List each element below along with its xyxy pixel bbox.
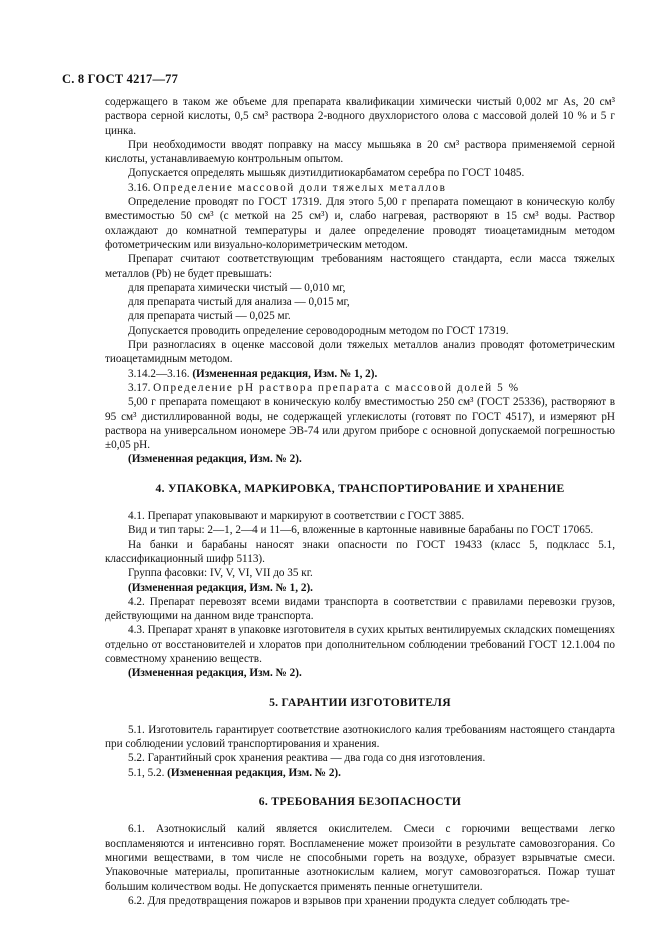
paragraph-text: 4.2. Препарат перевозят всеми видами транспорта в соответствии с правилами перевозки грузов, действующими на данном виде транспорта. [105,595,615,623]
paragraph-text: При разногласиях в оценке массовой доли тяжелых металлов анализ проводят фотометрическим тиоацетамидным методом. [105,339,615,366]
paragraph [105,509,615,523]
paragraph [105,666,615,680]
paragraph-text: Определение проводят по ГОСТ 17319. Для этого 5,00 г препарата помещают в коническую колбу вместимостью 50 см³ (с меткой на 25 см³) и, слабо нагревая, растворяют в 15 см³ воды. Раствор охлаждают до комнатной температуры и далее определение проводят тиоацетамидным методом фотометрическим или визуально-колориметрическим методом. [105,196,615,251]
paragraph [105,822,615,893]
section-heading: 5. ГАРАНТИИ ИЗГОТОВИТЕЛЯ [269,695,451,709]
page-header: С. 8 ГОСТ 4217—77 [62,72,179,86]
amendment-note: (Измененная редакция, Изм. № 2). [128,667,302,680]
paragraph [105,623,615,666]
document-body [105,95,615,908]
paragraph-text: для препарата чистый для анализа — 0,015 мг, [128,296,350,309]
section-heading: 6. ТРЕБОВАНИЯ БЕЗОПАСНОСТИ [258,795,462,809]
amendment-note: (Измененная редакция, Изм. № 2). [128,453,302,466]
clause-number: 3.17. [128,381,151,394]
paragraph [105,595,615,624]
amendment-note: (Измененная редакция, Изм. № 1, 2). [128,581,313,594]
paragraph [105,766,615,780]
clause-number: 3.14.2—3.16. [128,367,190,380]
paragraph-text: для препарата чистый — 0,025 мг. [128,310,291,323]
paragraph [105,181,615,195]
paragraph-text: для препарата химически чистый — 0,010 мг, [128,281,346,294]
paragraph [105,195,615,252]
paragraph [105,538,615,567]
paragraph-text: Вид и тип тары: 2—1, 2—4 и 11—6, вложенные в картонные навивные барабаны по ГОСТ 17065. [128,524,594,537]
paragraph-text: На банки и барабаны наносят знаки опасности по ГОСТ 19433 (класс 5, подкласс 5.1, классификационный шифр 5113). [105,538,615,565]
paragraph-text: Препарат считают соответствующим требованиям настоящего стандарта, если масса тяжелых металлов (Pb) не будет превышать: [105,253,615,280]
paragraph [105,338,615,367]
paragraph-text: Группа фасовки: IV, V, VI, VII до 35 кг. [128,567,313,580]
section-heading: 4. УПАКОВКА, МАРКИРОВКА, ТРАНСПОРТИРОВАНИЕ И ХРАНЕНИЕ [155,481,565,495]
paragraph [105,309,615,323]
paragraph [105,367,615,381]
clause-title: Определение массовой доли тяжелых металлов [153,181,447,194]
paragraph [105,95,615,138]
paragraph [105,894,615,908]
paragraph-text: 5,00 г препарата помещают в коническую колбу вместимостью 250 см³ (ГОСТ 25336), растворяют в 95 см³ дистиллированной воды, не содержащей углекислоты (готовят по ГОСТ 4517), и измеряют pH раствора на универсальном иономере ЭВ-74 или другом приборе с основной допускаемой погрешностью ±0,05 pH. [105,396,615,452]
paragraph-text: 5.2. Гарантийный срок хранения реактива — два года со дня изготовления. [128,752,486,765]
clause-number: 5.1, 5.2. [128,766,165,779]
paragraph-text: 5.1. Изготовитель гарантирует соответствие азотнокислого калия требованиям настоящего стандарта при соблюдении условий транспортирования и хранения. [105,723,615,751]
paragraph-text: содержащего в таком же объеме для препарата квалификации химически чистый 0,002 мг As, 20 см³ раствора серной кислоты, 0,5 см³ раствора 2-водного двухлористого олова с массовой долей 10 % и 5 г цинка. [105,96,615,137]
paragraph [105,395,615,452]
clause-title: Определение pH раствора препарата с массовой долей 5 % [153,381,520,394]
paragraph [105,138,615,167]
paragraph [105,581,615,595]
paragraph-text: 6.2. Для предотвращения пожаров и взрывов при хранении продукта следует соблюдать тре- [128,894,570,907]
amendment-note: (Измененная редакция, Изм. № 2). [167,766,341,779]
paragraph-text: Допускается определять мышьяк диэтилдитиокарбаматом серебра по ГОСТ 10485. [128,167,525,180]
paragraph [105,566,615,580]
paragraph [105,381,615,395]
paragraph [105,295,615,309]
paragraph [105,166,615,180]
clause-number: 3.16. [128,181,151,194]
paragraph [105,523,615,537]
paragraph-text: Допускается проводить определение сероводородным методом по ГОСТ 17319. [128,324,509,337]
paragraph [105,252,615,281]
amendment-note: (Измененная редакция, Изм. № 1, 2). [192,367,378,380]
paragraph [105,723,615,752]
paragraph-text: 6.1. Азотнокислый калий является окислителем. Смеси с горючими веществами легко воспламеняются и интенсивно горят. Воспламенение может произойти в результате самовозгорания. Со многими веществами, в том числе не способными гореть на воздухе, образует взрывчатые смеси. Упаковочные материалы, пропитанные азотнокислым калием, могут самовозгораться. Пожар тушат большим количеством воды. Не допускается применять пенные огнетушители. [105,823,615,893]
paragraph-text: 4.1. Препарат упаковывают и маркируют в соответствии с ГОСТ 3885. [128,510,465,523]
paragraph [105,324,615,338]
paragraph-text: 4.3. Препарат хранят в упаковке изготовителя в сухих крытых вентилируемых складских помещениях отдельно от восстановителей и хлоратов при дополнительном соблюдении требований ГОСТ 12.1.004 по совместному хранению веществ. [105,624,615,665]
paragraph [105,751,615,765]
paragraph [105,281,615,295]
paragraph [105,452,615,466]
paragraph-text: При необходимости вводят поправку на массу мышьяка в 20 см³ раствора применяемой серной кислоты, устанавливаемую контрольным опытом. [105,138,615,166]
